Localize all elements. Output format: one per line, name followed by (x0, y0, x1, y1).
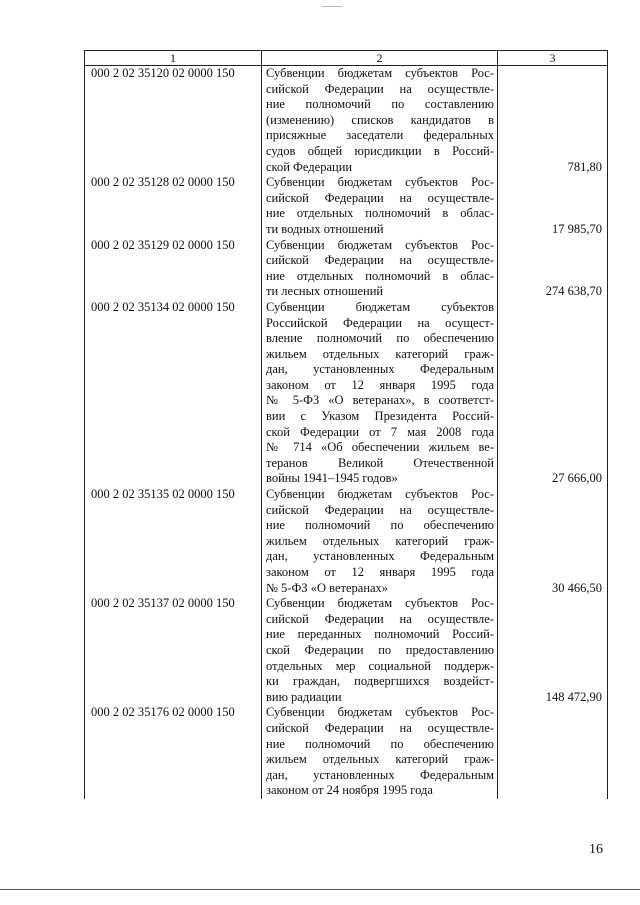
name-text-line: законом от 12 января 1995 года (266, 565, 494, 579)
table-row (85, 66, 608, 176)
bottom-rule (0, 889, 640, 890)
subventions-table (84, 50, 608, 799)
name-text-line: дан, установленных Федеральным (266, 362, 494, 377)
name-text-line: отдельных мер социальной поддерж- (266, 658, 494, 673)
name-text-line: сийской Федерации на осуществле- (266, 253, 494, 268)
table-row (85, 300, 608, 487)
name-text-line: теранов Великой Отечественной (266, 455, 494, 470)
name-text-line: войны 1941–1945 годов» (266, 471, 398, 486)
name-text-line: ти водных отношений (266, 221, 384, 236)
amount-cell (498, 705, 608, 799)
name-text-line: Субвенции бюджетам субъектов Рос- (266, 66, 494, 80)
name-text-line: ние полномочий по составлению (266, 97, 494, 112)
name-text-line: ки граждан, подвергшихся воздейст- (266, 674, 494, 689)
budget-code-cell: 000 2 02 35120 02 0000 150 (85, 66, 262, 176)
budget-code-cell: 000 2 02 35134 02 0000 150 (85, 300, 262, 487)
subvention-name-cell (262, 705, 498, 799)
page-number: 16 (589, 842, 603, 857)
name-text-line: ской Федерации по предоставлению (266, 642, 494, 657)
name-text-line: сийской Федерации на осуществле- (266, 611, 494, 626)
name-text-line: вию радиации (266, 689, 342, 704)
name-text-line: вление полномочий по обеспечению (266, 331, 494, 346)
header-col-1: 1 (85, 51, 262, 66)
header-col-2: 2 (262, 51, 498, 66)
name-text-line: Субвенции бюджетам субъектов Рос- (266, 705, 494, 720)
name-text-line: дан, установленных Федеральным (266, 549, 494, 564)
amount-cell: 274 638,70 (498, 238, 608, 300)
name-text-line: Субвенции бюджетам субъектов Рос- (266, 596, 494, 611)
name-text-line: ние отдельных полномочий в облас- (266, 206, 494, 221)
header-col-3: 3 (498, 51, 608, 66)
name-text-line: присяжные заседатели федеральных (266, 128, 494, 143)
amount-cell: 30 466,50 (498, 487, 608, 596)
name-text-line: Субвенции бюджетам субъектов Рос- (266, 175, 494, 190)
amount-cell: 27 666,00 (498, 300, 608, 487)
name-text-line: жильем отдельных категорий граж- (266, 346, 494, 361)
budget-code-cell: 000 2 02 35129 02 0000 150 (85, 238, 262, 300)
table-row (85, 705, 608, 799)
name-text-line: законом от 12 января 1995 года (266, 377, 494, 392)
name-text-line: сийской Федерации на осуществле- (266, 720, 494, 735)
name-text-line: ской Федерации от 7 мая 2008 года (266, 424, 494, 439)
name-text-line: Российской Федерации на осущест- (266, 315, 494, 330)
name-text-line: ской Федерации (266, 159, 353, 174)
table-body (85, 66, 608, 799)
table-row (85, 238, 608, 300)
subvention-name-cell (262, 238, 498, 300)
name-text-line: ние полномочий по обеспечению (266, 736, 494, 751)
name-text-line: сийской Федерации на осуществле- (266, 190, 494, 205)
name-text-line: законом от 24 ноября 1995 года (266, 783, 433, 798)
top-margin-mark (322, 6, 342, 7)
table-row (85, 175, 608, 237)
name-text-line: ние переданных полномочий Россий- (266, 627, 494, 642)
name-text-line: вии с Указом Президента Россий- (266, 409, 494, 424)
name-text-line: № 5-ФЗ «О ветеранах» (266, 580, 389, 595)
budget-code-cell: 000 2 02 35128 02 0000 150 (85, 175, 262, 237)
name-text-line: сийской Федерации на осуществле- (266, 502, 494, 517)
name-text-line: ти лесных отношений (266, 284, 384, 299)
name-text-line: № 714 «Об обеспечении жильем ве- (266, 440, 494, 455)
amount-cell: 781,80 (498, 66, 608, 176)
budget-code-cell: 000 2 02 35176 02 0000 150 (85, 705, 262, 799)
name-text-line: дан, установленных Федеральным (266, 767, 494, 782)
table-header-row (85, 51, 608, 66)
budget-code-cell: 000 2 02 35135 02 0000 150 (85, 487, 262, 596)
name-text-line: сийской Федерации на осуществле- (266, 81, 494, 96)
name-text-line: Субвенции бюджетам субъектов (266, 299, 494, 314)
name-text-line: жильем отдельных категорий граж- (266, 533, 494, 548)
name-text-line: Субвенции бюджетам субъектов Рос- (266, 487, 494, 502)
subvention-name-cell (262, 300, 498, 487)
name-text-line: судов общей юрисдикции в Россий- (266, 143, 494, 158)
subvention-name-cell (262, 596, 498, 705)
amount-cell: 17 985,70 (498, 175, 608, 237)
amount-cell: 148 472,90 (498, 596, 608, 705)
budget-code-cell: 000 2 02 35137 02 0000 150 (85, 596, 262, 705)
name-text-line: ние отдельных полномочий в облас- (266, 268, 494, 283)
table-row (85, 596, 608, 705)
subvention-name-cell (262, 66, 498, 176)
name-text-line: жильем отдельных категорий граж- (266, 752, 494, 767)
subvention-name-cell (262, 487, 498, 596)
name-text-line: ние полномочий по обеспечению (266, 518, 494, 533)
name-text-line: (изменению) списков кандидатов в (266, 112, 494, 127)
subvention-name-cell (262, 175, 498, 237)
name-text-line: Субвенции бюджетам субъектов Рос- (266, 237, 494, 252)
table-row (85, 487, 608, 596)
name-text-line: № 5-ФЗ «О ветеранах», в соответст- (266, 393, 494, 408)
